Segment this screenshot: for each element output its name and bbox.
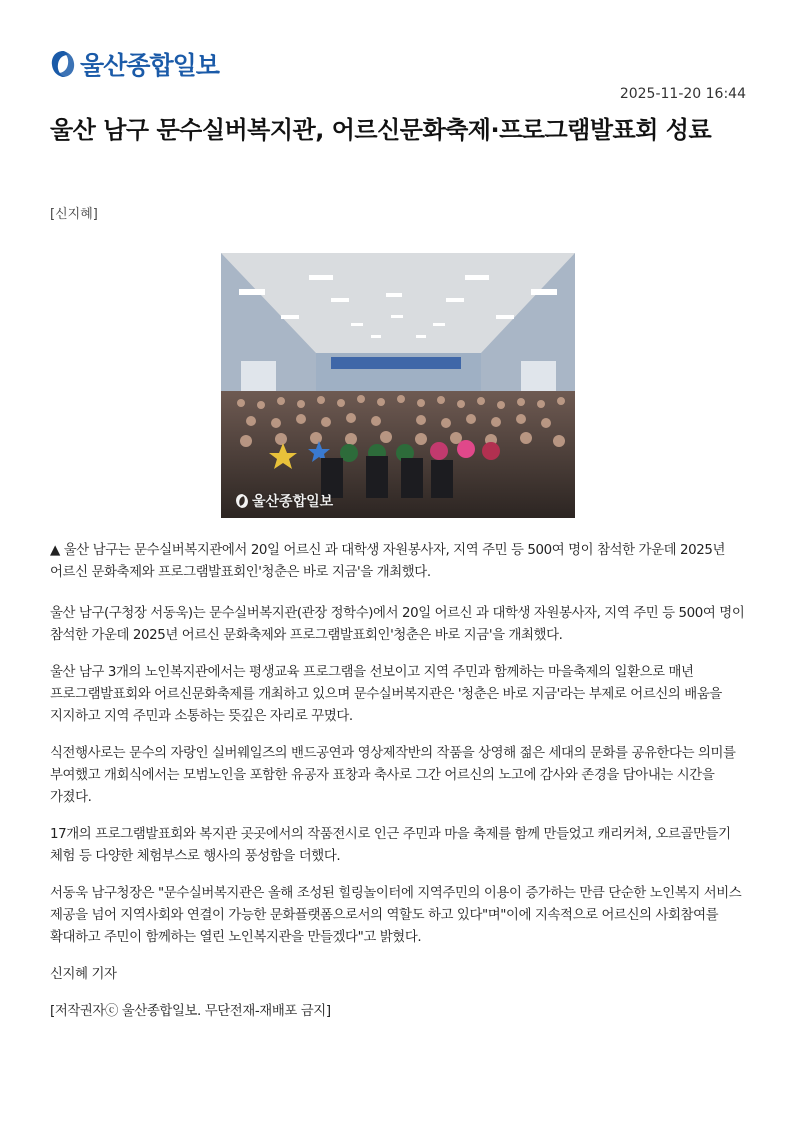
byline: [신지혜] [50,207,98,222]
hall-audience-photo [221,253,575,518]
photo-caption: ▲ 울산 남구는 문수실버복지관에서 20일 어르신 과 대학생 자원봉사자, 지역 주민 등 500여 명이 참석한 가운데 2025년 어르신 문화축제와 프로그램발표회인'청춘은 바로 지금'을 개최했다. [50,543,726,580]
copyright-notice: [저작권자ⓒ 울산종합일보. 무단전재-재배포 금지] [50,1004,331,1019]
ulsan-swirl-logo-icon [50,49,76,79]
publish-datetime: 2025-11-20 16:44 [619,86,746,102]
article-body [50,540,750,1038]
watermark-text: 울산종합일보 [252,494,334,510]
article-photo[interactable] [221,253,575,518]
paragraph-2: 울산 남구 3개의 노인복지관에서는 평생교육 프로그램을 선보이고 지역 주민과 함께하는 마을축제의 일환으로 매년 프로그램발표회와 어르신문화축제를 개최하고 있으며 문수실버복지관은 '청춘은 바로 지금'라는 부제로 어르신의 배움을 지지하고 지역 주민과 소통하는 뜻깊은 자리로 꾸몄다. [50,665,722,724]
watermark-logo-icon [235,493,249,509]
paragraph-3: 식전행사로는 문수의 자랑인 실버웨일즈의 밴드공연과 영상제작반의 작품을 상영해 젊은 세대의 문화를 공유한다는 의미를 부여했고 개회식에서는 모범노인을 포함한 유공자 표창과 축사로 그간 어르신의 노고에 감사와 존경을 담아내는 시간을 가졌다. [50,746,736,805]
paragraph-lead: 울산 남구(구청장 서동욱)는 문수실버복지관(관장 정학수)에서 20일 어르신 과 대학생 자원봉사자, 지역 주민 등 500여 명이 참석한 가운데 2025년 어르신 문화축제와 프로그램발표회인'청춘은 바로 지금'을 개최했다. [50,606,745,643]
paragraph-quote: 서동욱 남구청장은 "문수실버복지관은 올해 조성된 힐링놀이터에 지역주민의 이용이 증가하는 만큼 단순한 노인복지 서비스 제공을 넘어 지역사회와 연결이 가능한 문화플랫폼으로서의 역할도 하고 있다"며"이에 지속적으로 어르신의 사회참여를 확대하고 주민이 함께하는 열린 노인복지관을 만들겠다"고 밝혔다. [50,886,742,945]
article-title: 울산 남구 문수실버복지관, 어르신문화축제·프로그램발표회 성료 [50,116,712,144]
photo-watermark [235,491,333,511]
logo-text: 울산종합일보 [80,51,219,80]
paragraph-4: 17개의 프로그램발표회와 복지관 곳곳에서의 작품전시로 인근 주민과 마을 축제를 함께 만들었고 캐리커쳐, 오르골만들기 체험 등 다양한 체험부스로 행사의 풍성함을 더했다. [50,827,731,864]
site-logo[interactable] [50,46,219,82]
reporter-name: 신지혜 기자 [50,967,117,982]
